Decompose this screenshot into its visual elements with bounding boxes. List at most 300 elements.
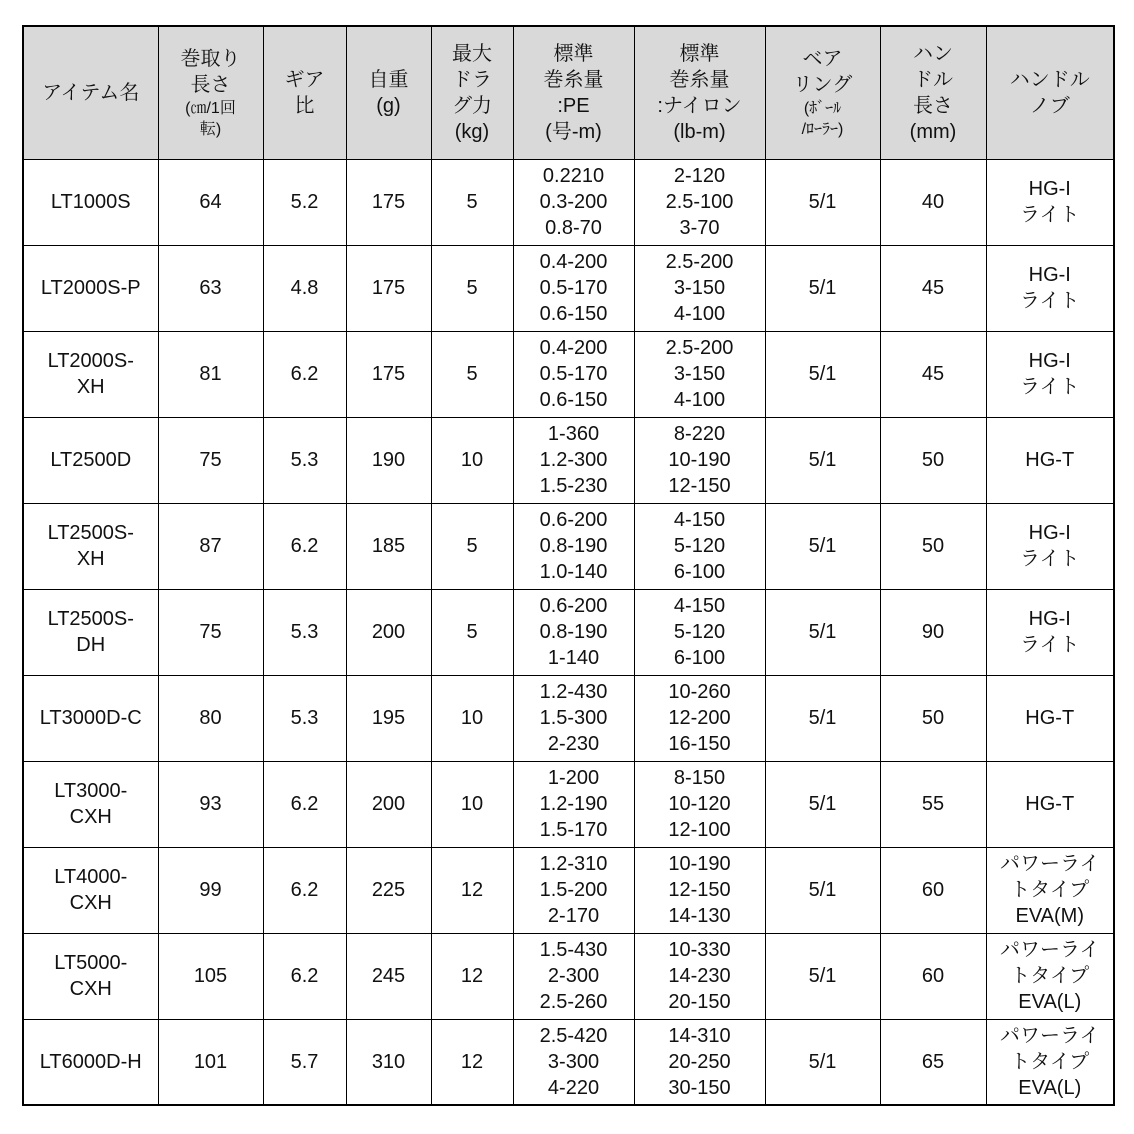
cell-line: 175 xyxy=(371,277,406,299)
cell-pe xyxy=(513,159,634,245)
cell-line: 5 xyxy=(466,277,478,299)
cell-line: 6.2 xyxy=(290,965,319,987)
cell-line: 90 xyxy=(921,621,945,643)
cell-gear xyxy=(263,331,346,417)
cell-pe xyxy=(513,331,634,417)
cell-handle xyxy=(880,847,986,933)
cell-line: DH xyxy=(76,634,106,656)
cell-line: 65 xyxy=(921,1050,945,1073)
cell-line: 5/1 xyxy=(808,965,837,987)
cell-line: 標準 xyxy=(679,42,720,65)
cell-line: 63 xyxy=(199,277,222,299)
cell-line: 1.5-200 xyxy=(539,879,608,901)
cell-line: 2.5-200 xyxy=(665,251,734,273)
cell-line: 1.5-300 xyxy=(539,707,608,729)
cell-line: 1.5-230 xyxy=(539,475,608,497)
cell-line: LT2500D xyxy=(50,449,132,471)
cell-bearing xyxy=(765,847,880,933)
cell-line: パワーライ xyxy=(1000,853,1100,875)
cell-weight xyxy=(346,933,431,1019)
cell-drag xyxy=(431,417,513,503)
cell-drag xyxy=(431,331,513,417)
cell-line: 12 xyxy=(460,965,484,987)
header-cell-item xyxy=(23,26,158,159)
cell-line: /ﾛｰﾗｰ) xyxy=(801,120,844,138)
cell-knob xyxy=(986,159,1114,245)
cell-line: 80 xyxy=(199,707,222,729)
cell-line: 6.2 xyxy=(290,535,319,557)
cell-nylon xyxy=(634,417,765,503)
cell-knob xyxy=(986,761,1114,847)
cell-knob xyxy=(986,245,1114,331)
table-row xyxy=(23,417,1114,503)
table-row xyxy=(23,589,1114,675)
cell-line: 64 xyxy=(199,191,222,213)
header-cell-drag xyxy=(431,26,513,159)
cell-line: LT4000- xyxy=(54,866,128,888)
cell-item xyxy=(23,589,158,675)
cell-weight xyxy=(346,761,431,847)
cell-item xyxy=(23,847,158,933)
cell-line: 5 xyxy=(466,535,478,557)
cell-knob xyxy=(986,417,1114,503)
cell-line: 10-120 xyxy=(668,793,731,815)
cell-line: EVA(L) xyxy=(1018,1076,1082,1099)
cell-weight xyxy=(346,159,431,245)
cell-line: CXH xyxy=(69,978,112,1000)
cell-line: 6.2 xyxy=(290,363,319,385)
cell-line: 105 xyxy=(193,965,228,987)
cell-line: 5 xyxy=(466,191,478,213)
cell-line: 5/1 xyxy=(808,621,837,643)
cell-line: 長さ xyxy=(190,73,231,96)
cell-bearing xyxy=(765,675,880,761)
reel-spec-table xyxy=(22,25,1115,1106)
cell-line: LT2500S- xyxy=(47,522,134,544)
cell-line: 30-150 xyxy=(668,1076,731,1099)
cell-line: 175 xyxy=(371,363,406,385)
cell-item xyxy=(23,417,158,503)
cell-line: 5-120 xyxy=(673,621,726,643)
cell-line: XH xyxy=(76,376,105,398)
cell-item xyxy=(23,1019,158,1105)
cell-handle xyxy=(880,159,986,245)
cell-line: LT3000- xyxy=(54,780,128,802)
header-row xyxy=(23,26,1114,159)
cell-line: ライト xyxy=(1020,548,1080,570)
cell-line: 14-130 xyxy=(668,905,731,927)
cell-line: 12 xyxy=(460,1050,484,1073)
cell-line: トタイプ xyxy=(1010,879,1090,901)
header-cell-pe xyxy=(513,26,634,159)
cell-line: 0.6-200 xyxy=(539,509,608,531)
cell-drag xyxy=(431,675,513,761)
cell-line: ドラ xyxy=(452,68,492,91)
cell-line: LT2500S- xyxy=(47,608,134,630)
cell-knob xyxy=(986,589,1114,675)
cell-line: 1.2-310 xyxy=(539,853,608,875)
cell-line: HG-T xyxy=(1025,707,1075,729)
cell-line: 6-100 xyxy=(673,561,726,583)
cell-bearing xyxy=(765,589,880,675)
cell-line: 87 xyxy=(199,535,222,557)
cell-line: パワーライ xyxy=(1000,939,1100,961)
cell-nylon xyxy=(634,847,765,933)
cell-line: 14-310 xyxy=(668,1024,731,1047)
table-row xyxy=(23,331,1114,417)
cell-pe xyxy=(513,761,634,847)
cell-line: (kg) xyxy=(454,120,490,143)
cell-line: 3-300 xyxy=(547,1050,600,1073)
cell-line: 0.3-200 xyxy=(539,191,608,213)
cell-line: 10 xyxy=(460,449,484,471)
cell-winding xyxy=(158,761,263,847)
cell-handle xyxy=(880,933,986,1019)
cell-line: HG-I xyxy=(1028,608,1071,630)
table-row xyxy=(23,675,1114,761)
cell-line: 5/1 xyxy=(808,1050,837,1073)
cell-line: 4-150 xyxy=(673,595,726,617)
cell-line: 転) xyxy=(199,120,222,138)
cell-line: 1-140 xyxy=(547,647,600,669)
cell-line: CXH xyxy=(69,806,112,828)
table-header xyxy=(23,26,1114,159)
cell-line: HG-I xyxy=(1028,178,1071,200)
cell-winding xyxy=(158,159,263,245)
cell-line: :ナイロン xyxy=(657,94,742,117)
cell-nylon xyxy=(634,503,765,589)
cell-nylon xyxy=(634,1019,765,1105)
table-row xyxy=(23,761,1114,847)
cell-line: 2.5-100 xyxy=(665,191,734,213)
cell-line: 長さ xyxy=(913,94,953,117)
cell-line: LT6000D-H xyxy=(39,1050,142,1073)
cell-nylon xyxy=(634,675,765,761)
cell-handle xyxy=(880,589,986,675)
cell-line: 0.6-150 xyxy=(539,303,608,325)
cell-line: 225 xyxy=(371,879,406,901)
cell-line: 8-150 xyxy=(673,767,726,789)
cell-bearing xyxy=(765,761,880,847)
table-body xyxy=(23,159,1114,1105)
cell-bearing xyxy=(765,933,880,1019)
header-cell-handle xyxy=(880,26,986,159)
cell-line: 0.4-200 xyxy=(539,337,608,359)
cell-line: LT2000S- xyxy=(47,350,134,372)
cell-nylon xyxy=(634,331,765,417)
table-row xyxy=(23,159,1114,245)
cell-line: 20-150 xyxy=(668,991,731,1013)
cell-line: 3-150 xyxy=(673,277,726,299)
cell-line: 8-220 xyxy=(673,423,726,445)
cell-line: 0.2210 xyxy=(542,165,605,187)
cell-pe xyxy=(513,245,634,331)
cell-winding xyxy=(158,847,263,933)
cell-line: 0.5-170 xyxy=(539,277,608,299)
cell-line: 0.4-200 xyxy=(539,251,608,273)
header-cell-winding xyxy=(158,26,263,159)
cell-drag xyxy=(431,245,513,331)
cell-line: 245 xyxy=(371,965,406,987)
cell-line: 12-150 xyxy=(668,475,731,497)
cell-line: 2.5-260 xyxy=(539,991,608,1013)
cell-drag xyxy=(431,589,513,675)
cell-line: 12-100 xyxy=(668,819,731,841)
cell-line: ドル xyxy=(913,68,953,91)
cell-line: (g) xyxy=(376,94,401,117)
cell-line: 巻糸量 xyxy=(543,68,604,91)
cell-line: 75 xyxy=(199,621,222,643)
cell-line: ライト xyxy=(1020,290,1080,312)
cell-line: 50 xyxy=(921,449,945,471)
cell-line: 10-190 xyxy=(668,449,731,471)
cell-line: 5/1 xyxy=(808,879,837,901)
cell-bearing xyxy=(765,503,880,589)
cell-line: 5 xyxy=(466,363,478,385)
table-row xyxy=(23,847,1114,933)
cell-bearing xyxy=(765,331,880,417)
cell-nylon xyxy=(634,245,765,331)
cell-line: (号-m) xyxy=(545,120,602,143)
cell-line: 5.3 xyxy=(290,621,319,643)
cell-line: アイテム名 xyxy=(42,81,140,104)
cell-line: 200 xyxy=(371,621,406,643)
cell-bearing xyxy=(765,417,880,503)
cell-line: HG-T xyxy=(1025,449,1075,471)
cell-gear xyxy=(263,933,346,1019)
cell-line: ライト xyxy=(1020,376,1080,398)
cell-weight xyxy=(346,589,431,675)
cell-drag xyxy=(431,503,513,589)
cell-line: 5.7 xyxy=(290,1050,319,1073)
cell-gear xyxy=(263,159,346,245)
cell-line: 20-250 xyxy=(668,1050,731,1073)
cell-line: 200 xyxy=(371,793,406,815)
header-cell-gear xyxy=(263,26,346,159)
cell-gear xyxy=(263,847,346,933)
cell-handle xyxy=(880,331,986,417)
cell-line: 2.5-200 xyxy=(665,337,734,359)
cell-line: 5/1 xyxy=(808,707,837,729)
cell-line: ハンドル xyxy=(1009,68,1090,91)
cell-line: 45 xyxy=(921,363,945,385)
cell-line: 1.2-430 xyxy=(539,681,608,703)
cell-drag xyxy=(431,933,513,1019)
cell-line: 45 xyxy=(921,277,945,299)
cell-weight xyxy=(346,331,431,417)
cell-drag xyxy=(431,1019,513,1105)
cell-line: 5/1 xyxy=(808,535,837,557)
cell-handle xyxy=(880,503,986,589)
cell-line: パワーライ xyxy=(1000,1024,1100,1047)
cell-line: 81 xyxy=(199,363,222,385)
cell-gear xyxy=(263,761,346,847)
cell-line: 5/1 xyxy=(808,449,837,471)
cell-line: トタイプ xyxy=(1010,1050,1090,1073)
cell-line: 4-100 xyxy=(673,389,726,411)
cell-line: 16-150 xyxy=(668,733,731,755)
cell-item xyxy=(23,761,158,847)
cell-line: 0.8-70 xyxy=(545,217,602,239)
cell-item xyxy=(23,159,158,245)
cell-handle xyxy=(880,1019,986,1105)
cell-line: 5-120 xyxy=(673,535,726,557)
cell-handle xyxy=(880,761,986,847)
cell-line: 0.8-190 xyxy=(539,621,608,643)
cell-line: ハン xyxy=(913,42,953,65)
cell-line: 巻取り xyxy=(180,47,241,70)
table-row xyxy=(23,1019,1114,1105)
cell-line: 10 xyxy=(460,793,484,815)
cell-weight xyxy=(346,675,431,761)
cell-winding xyxy=(158,503,263,589)
cell-line: LT5000- xyxy=(54,952,128,974)
cell-nylon xyxy=(634,589,765,675)
cell-line: 60 xyxy=(921,965,945,987)
cell-line: 6.2 xyxy=(290,793,319,815)
cell-line: 195 xyxy=(371,707,406,729)
cell-weight xyxy=(346,847,431,933)
cell-line: 2-170 xyxy=(547,905,600,927)
cell-line: 2-300 xyxy=(547,965,600,987)
cell-line: 310 xyxy=(371,1050,406,1073)
header-cell-knob xyxy=(986,26,1114,159)
cell-line: 14-230 xyxy=(668,965,731,987)
cell-winding xyxy=(158,245,263,331)
cell-line: (㎝/1回 xyxy=(185,99,236,117)
cell-nylon xyxy=(634,761,765,847)
cell-line: 3-150 xyxy=(673,363,726,385)
cell-line: 1.2-300 xyxy=(539,449,608,471)
cell-gear xyxy=(263,675,346,761)
cell-line: 標準 xyxy=(553,42,594,65)
cell-bearing xyxy=(765,159,880,245)
cell-line: 93 xyxy=(199,793,222,815)
cell-drag xyxy=(431,847,513,933)
table-row xyxy=(23,245,1114,331)
cell-line: 6-100 xyxy=(673,647,726,669)
cell-line: 99 xyxy=(199,879,222,901)
cell-pe xyxy=(513,589,634,675)
cell-weight xyxy=(346,417,431,503)
cell-line: 0.5-170 xyxy=(539,363,608,385)
cell-line: 5/1 xyxy=(808,191,837,213)
cell-line: 1.5-170 xyxy=(539,819,608,841)
cell-line: 101 xyxy=(193,1050,228,1073)
cell-line: (mm) xyxy=(909,120,957,143)
header-cell-weight xyxy=(346,26,431,159)
cell-line: EVA(L) xyxy=(1018,991,1082,1013)
cell-gear xyxy=(263,417,346,503)
cell-line: 4-220 xyxy=(547,1076,600,1099)
cell-handle xyxy=(880,417,986,503)
cell-line: 1.5-430 xyxy=(539,939,608,961)
cell-line: 2.5-420 xyxy=(539,1024,608,1047)
header-cell-nylon xyxy=(634,26,765,159)
cell-knob xyxy=(986,933,1114,1019)
cell-line: 50 xyxy=(921,535,945,557)
cell-drag xyxy=(431,761,513,847)
cell-line: 4-150 xyxy=(673,509,726,531)
cell-line: 1-360 xyxy=(547,423,600,445)
cell-line: XH xyxy=(76,548,105,570)
cell-gear xyxy=(263,245,346,331)
cell-item xyxy=(23,933,158,1019)
cell-line: 12 xyxy=(460,879,484,901)
cell-line: 60 xyxy=(921,879,945,901)
cell-line: トタイプ xyxy=(1010,965,1090,987)
cell-weight xyxy=(346,1019,431,1105)
cell-line: 巻糸量 xyxy=(669,68,730,91)
cell-line: 4-100 xyxy=(673,303,726,325)
cell-line: (lb-m) xyxy=(673,120,726,143)
cell-knob xyxy=(986,503,1114,589)
cell-line: 0.8-190 xyxy=(539,535,608,557)
cell-weight xyxy=(346,245,431,331)
cell-line: ライト xyxy=(1020,204,1080,226)
cell-line: 12-150 xyxy=(668,879,731,901)
cell-line: 10 xyxy=(460,707,484,729)
cell-line: LT3000D-C xyxy=(39,707,142,729)
cell-line: 比 xyxy=(294,94,315,117)
cell-winding xyxy=(158,933,263,1019)
cell-line: 5.2 xyxy=(290,191,319,213)
cell-line: 12-200 xyxy=(668,707,731,729)
cell-line: CXH xyxy=(69,892,112,914)
cell-line: ベア xyxy=(802,47,843,70)
cell-line: 2-230 xyxy=(547,733,600,755)
cell-line: HG-I xyxy=(1028,350,1071,372)
cell-nylon xyxy=(634,933,765,1019)
cell-winding xyxy=(158,331,263,417)
cell-line: EVA(M) xyxy=(1015,905,1084,927)
cell-pe xyxy=(513,847,634,933)
cell-line: (ﾎﾞｰﾙ xyxy=(803,99,842,117)
cell-pe xyxy=(513,503,634,589)
cell-winding xyxy=(158,1019,263,1105)
cell-line: 5 xyxy=(466,621,478,643)
cell-gear xyxy=(263,503,346,589)
cell-line: 10-260 xyxy=(668,681,731,703)
cell-knob xyxy=(986,675,1114,761)
cell-item xyxy=(23,503,158,589)
table-row xyxy=(23,503,1114,589)
cell-item xyxy=(23,331,158,417)
cell-line: 4.8 xyxy=(290,277,319,299)
cell-line: LT1000S xyxy=(50,191,131,213)
cell-drag xyxy=(431,159,513,245)
cell-bearing xyxy=(765,245,880,331)
cell-line: 自重 xyxy=(368,68,409,91)
cell-line: グ力 xyxy=(452,94,492,117)
cell-line: HG-I xyxy=(1028,264,1071,286)
cell-line: 40 xyxy=(921,191,945,213)
cell-line: 175 xyxy=(371,191,406,213)
cell-handle xyxy=(880,245,986,331)
cell-line: 190 xyxy=(371,449,406,471)
cell-line: LT2000S-P xyxy=(40,277,141,299)
cell-line: 10-330 xyxy=(668,939,731,961)
cell-line: :PE xyxy=(557,94,590,117)
table-row xyxy=(23,933,1114,1019)
cell-winding xyxy=(158,417,263,503)
cell-line: 6.2 xyxy=(290,879,319,901)
cell-line: 55 xyxy=(921,793,945,815)
cell-knob xyxy=(986,1019,1114,1105)
cell-line: 5.3 xyxy=(290,707,319,729)
cell-item xyxy=(23,675,158,761)
cell-line: 0.6-150 xyxy=(539,389,608,411)
